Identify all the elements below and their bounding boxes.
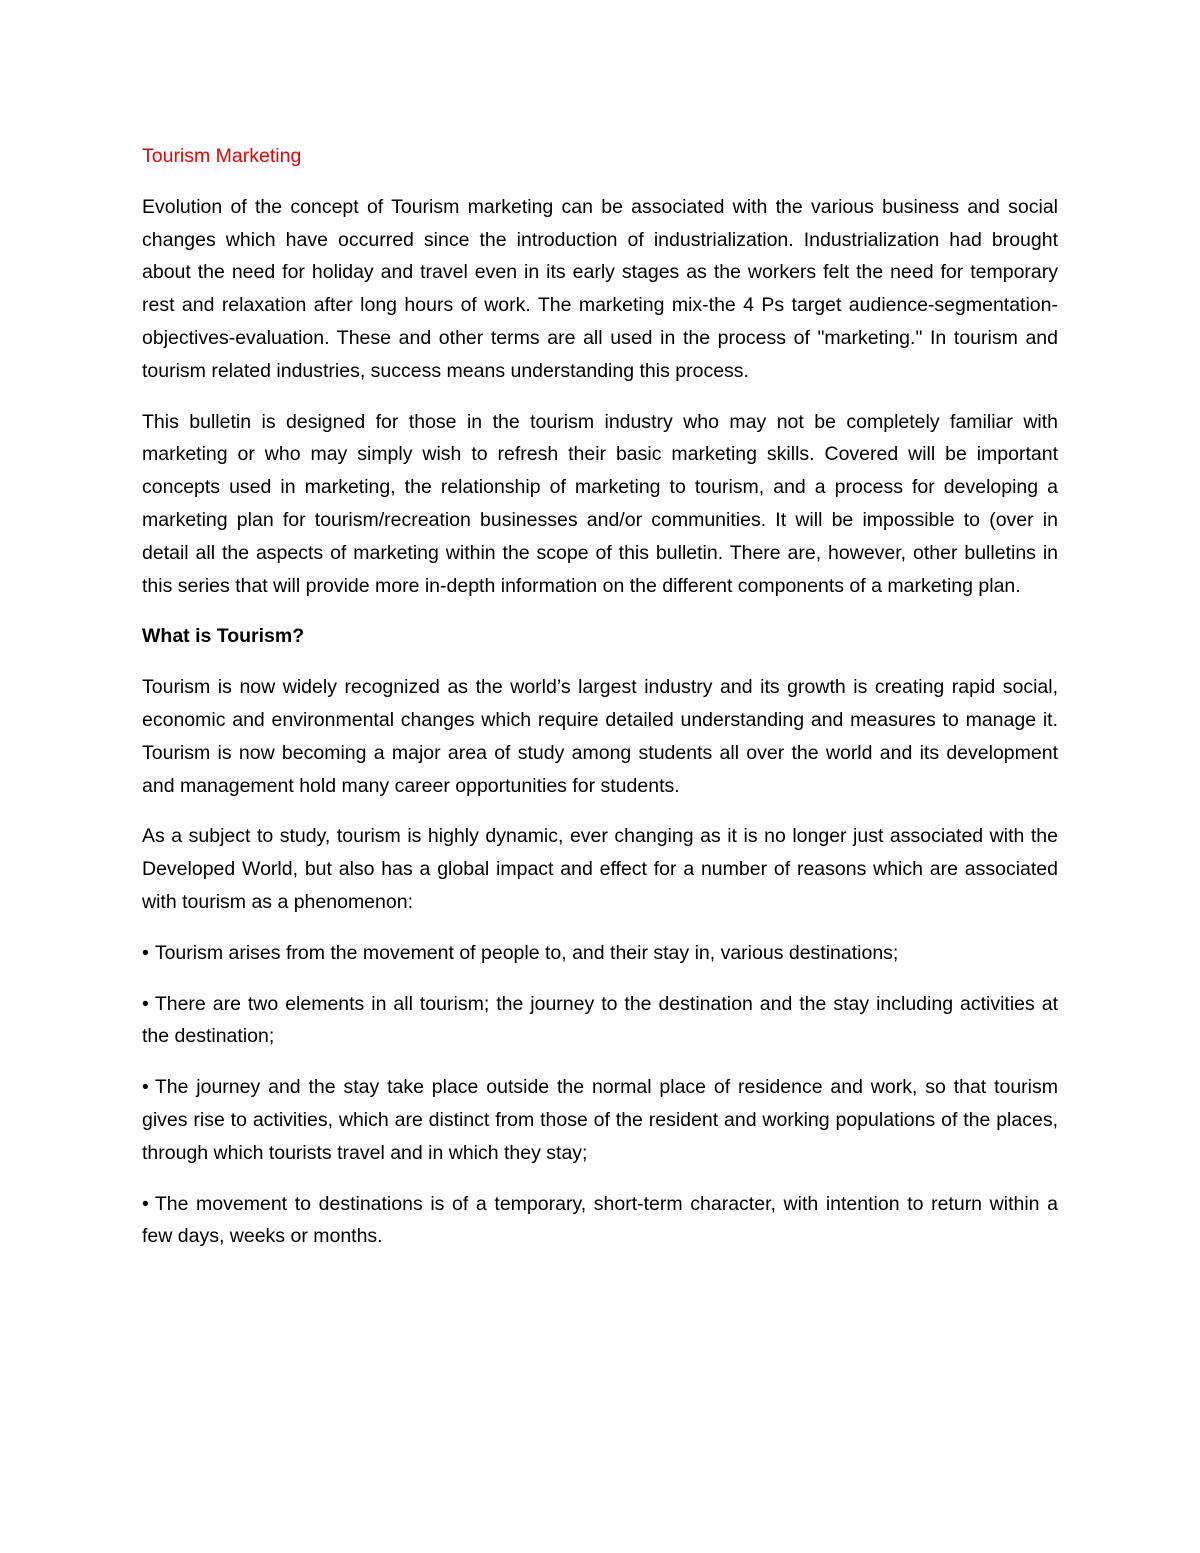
bullet-text: The movement to destinations is of a temporary, short-term character, with intention to return within a few days, weeks or months. <box>142 1192 1058 1248</box>
document-body <box>142 140 1058 1271</box>
bullet-item-3 <box>142 1071 1058 1169</box>
bullet-item-2 <box>142 988 1058 1054</box>
bullet-item-4 <box>142 1188 1058 1254</box>
bullet-icon: • <box>142 1076 149 1099</box>
bullet-text: The journey and the stay take place outside the normal place of residence and work, so that tourism gives rise to activities, which are distinct from those of the resident and working populations of the places, through which tourists travel and in which they stay; <box>142 1076 1058 1164</box>
bullet-icon: • <box>142 1192 149 1215</box>
bullet-text: Tourism arises from the movement of people to, and their stay in, various destinations; <box>154 941 899 964</box>
section-heading-what-is-tourism: What is Tourism? <box>142 625 305 648</box>
paragraph-bulletin: This bulletin is designed for those in the tourism industry who may not be completely familiar with marketing or who may simply wish to refresh their basic marketing skills. Covered will be important concepts used in marketing, the relationship of marketing to tourism, and a process for developing a marketing plan for tourism/recreation businesses and/or communities. It will be impossible to (over in detail all the aspects of marketing within the scope of this bulletin. There are, however, other bulletins in this series that will provide more in-depth information on the different components of a marketing plan. <box>142 410 1058 597</box>
bullet-icon: • <box>142 941 149 964</box>
document-title: Tourism Marketing <box>142 145 302 167</box>
paragraph-evolution: Evolution of the concept of Tourism marketing can be associated with the various business and social changes which have occurred since the introduction of industrialization. Industrialization had brought about the need for holiday and travel even in its early stages as the workers felt the need for temporary rest and relaxation after long hours of work. The marketing mix-the 4 Ps target audience-segmentation-objectives-evaluation. These and other terms are all used in the process of "marketing." In tourism and tourism related industries, success means understanding this process. <box>142 195 1058 382</box>
bullet-text: There are two elements in all tourism; the journey to the destination and the stay including activities at the destination; <box>142 992 1058 1048</box>
paragraph-subject-study: As a subject to study, tourism is highly dynamic, ever changing as it is no longer just associated with the Developed World, but also has a global impact and effect for a number of reasons which are associated with tourism as a phenomenon: <box>142 825 1058 913</box>
bullet-item-1 <box>142 937 1058 970</box>
paragraph-tourism-industry: Tourism is now widely recognized as the world’s largest industry and its growth is creating rapid social, economic and environmental changes which require detailed understanding and measures to manage it. Tourism is now becoming a major area of study among students all over the world and its development and management hold many career opportunities for students. <box>142 676 1058 797</box>
bullet-icon: • <box>142 992 149 1015</box>
